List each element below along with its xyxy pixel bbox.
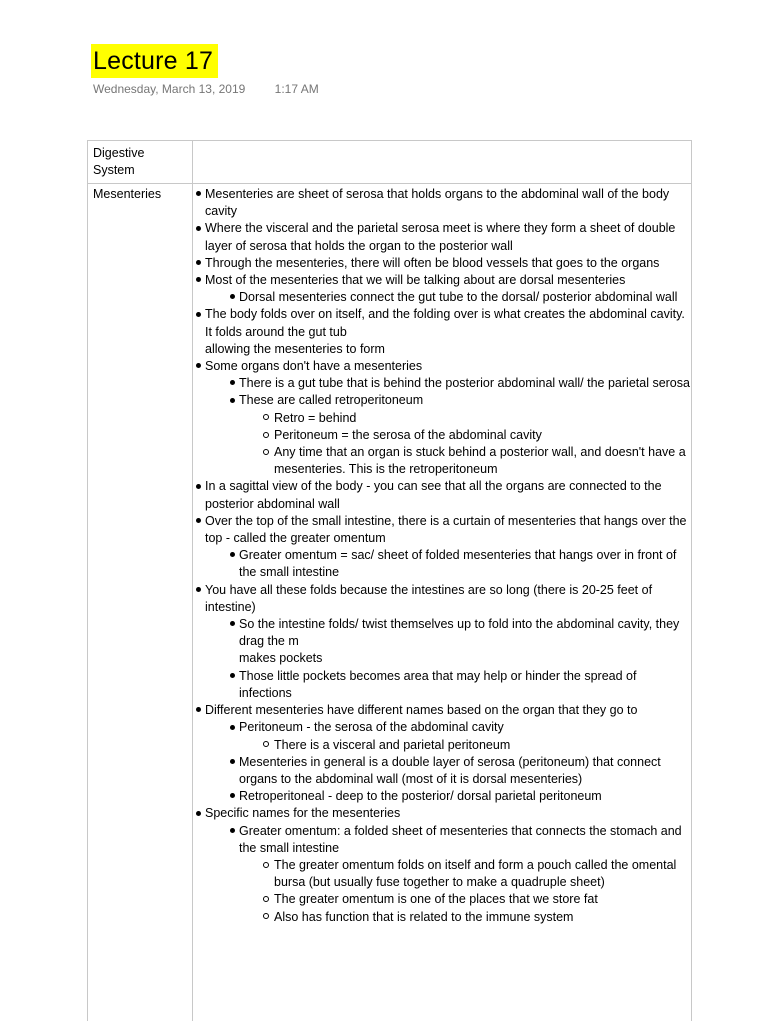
bullet-icon	[230, 823, 239, 840]
note-text: Dorsal mesenteries connect the gut tube to the dorsal/ posterior abdominal wall	[239, 290, 678, 305]
note-text: Where the visceral and the parietal serosa meet is where they form a sheet of double layer of serosa that holds the organ to the posterior wall	[205, 221, 676, 253]
bullet-icon	[230, 719, 239, 736]
bullet-icon	[196, 186, 205, 203]
note-item-level-2	[196, 375, 691, 392]
note-text: There is a visceral and parietal peritoneum	[274, 737, 511, 752]
note-item-level-2	[196, 616, 691, 668]
note-item-level-3	[196, 857, 691, 891]
header-cell-label: Digestive System	[93, 146, 145, 178]
note-item-level-3	[196, 891, 691, 908]
note-text: Retro = behind	[274, 410, 357, 425]
note-item-level-2	[196, 754, 691, 788]
hollow-bullet-icon	[263, 410, 272, 427]
section-cell-label: Mesenteries	[93, 187, 162, 201]
bullet-icon	[196, 358, 205, 375]
note-item-level-1	[196, 478, 691, 512]
bullet-icon	[196, 513, 205, 530]
note-item-level-2	[196, 719, 691, 736]
bullet-icon	[230, 616, 239, 633]
note-text: Those little pockets becomes area that may help or hinder the spread of infections	[239, 668, 637, 700]
note-item-level-2	[196, 823, 691, 857]
note-text: In a sagittal view of the body - you can see that all the organs are connected to the posterior abdominal wall	[205, 479, 662, 511]
hollow-bullet-icon	[263, 891, 272, 908]
page-date: Wednesday, March 13, 2019	[93, 82, 246, 96]
note-item-level-2	[196, 788, 691, 805]
note-item-level-1	[196, 513, 691, 547]
note-item-level-1	[196, 255, 691, 272]
bullet-icon	[196, 272, 205, 289]
note-text: So the intestine folds/ twist themselves up to fold into the abdominal cavity, they drag the m	[239, 617, 680, 649]
note-item-level-1	[196, 582, 691, 616]
note-text: Over the top of the small intestine, there is a curtain of mesenteries that hangs over the top - called the greater omentum	[205, 513, 687, 546]
notes-table	[87, 140, 692, 1021]
bullet-icon	[230, 375, 239, 392]
note-text: Mesenteries are sheet of serosa that holds organs to the abdominal wall of the body cavity	[205, 187, 670, 219]
bullet-icon	[196, 306, 205, 323]
note-item-level-1	[196, 702, 691, 719]
note-text: The greater omentum folds on itself and form a pouch called the omental bursa (but usually fuse together to make a quadruple sheet)	[274, 857, 677, 890]
note-text: Mesenteries in general is a double layer of serosa (peritoneum) that connect organs to the abdominal wall (most of it is dorsal mesenteries)	[239, 754, 661, 786]
note-item-level-2	[196, 289, 691, 306]
note-text: There is a gut tube that is behind the posterior abdominal wall/ the parietal serosa	[239, 376, 690, 391]
hollow-bullet-icon	[263, 444, 272, 461]
note-text-continuation: allowing the mesenteries to form	[205, 341, 385, 356]
note-text: You have all these folds because the intestines are so long (there is 20-25 feet of intestine)	[205, 582, 653, 614]
note-item-level-1	[196, 220, 691, 254]
note-text: Specific names for the mesenteries	[205, 806, 401, 821]
note-item-level-3	[196, 737, 691, 754]
notes-content	[196, 186, 691, 926]
note-text: Some organs don't have a mesenteries	[205, 359, 423, 374]
bullet-icon	[230, 289, 239, 306]
note-item-level-3	[196, 444, 691, 478]
note-item-level-2	[196, 668, 691, 702]
page-time: 1:17 AM	[274, 82, 319, 96]
note-item-level-1	[196, 186, 691, 220]
note-item-level-3	[196, 909, 691, 926]
note-item-level-3	[196, 427, 691, 444]
bullet-icon	[196, 582, 205, 599]
column-divider	[192, 141, 193, 1021]
bullet-icon	[230, 392, 239, 409]
note-item-level-1	[196, 805, 691, 822]
title-container	[91, 44, 218, 78]
hollow-bullet-icon	[263, 857, 272, 874]
note-item-level-2	[196, 392, 691, 409]
note-text-continuation: makes pockets	[239, 651, 323, 666]
note-text: Retroperitoneal - deep to the posterior/ dorsal parietal peritoneum	[239, 789, 602, 804]
bullet-icon	[196, 805, 205, 822]
note-text: The greater omentum is one of the places that we store fat	[274, 892, 598, 907]
note-text: Any time that an organ is stuck behind a posterior wall, and doesn't have a mesenteries. This is the retroperitoneum	[274, 445, 686, 477]
hollow-bullet-icon	[263, 427, 272, 444]
note-text: Most of the mesenteries that we will be talking about are dorsal mesenteries	[205, 273, 626, 288]
note-item-level-1	[196, 272, 691, 289]
note-item-level-1	[196, 306, 691, 358]
note-text: These are called retroperitoneum	[239, 393, 424, 408]
page-metadata	[93, 82, 319, 96]
note-text: Greater omentum = sac/ sheet of folded mesenteries that hangs over in front of the small intestine	[239, 548, 677, 580]
page-title: Lecture 17	[91, 44, 218, 78]
note-text: Also has function that is related to the immune system	[274, 909, 574, 924]
bullet-icon	[230, 668, 239, 685]
bullet-icon	[230, 754, 239, 771]
note-text: Peritoneum = the serosa of the abdominal cavity	[274, 427, 542, 442]
bullet-icon	[196, 702, 205, 719]
bullet-icon	[196, 478, 205, 495]
hollow-bullet-icon	[263, 909, 272, 926]
bullet-icon	[230, 547, 239, 564]
note-text: Peritoneum - the serosa of the abdominal cavity	[239, 720, 504, 735]
bullet-icon	[196, 220, 205, 237]
bullet-icon	[196, 255, 205, 272]
note-text: Greater omentum: a folded sheet of mesenteries that connects the stomach and the small intestine	[239, 823, 682, 855]
note-text: The body folds over on itself, and the folding over is what creates the abdominal cavity. It folds around the gut tub	[205, 307, 685, 339]
note-text: Through the mesenteries, there will often be blood vessels that goes to the organs	[205, 255, 660, 270]
note-text: Different mesenteries have different names based on the organ that they go to	[205, 703, 638, 718]
note-item-level-3	[196, 410, 691, 427]
hollow-bullet-icon	[263, 737, 272, 754]
bullet-icon	[230, 788, 239, 805]
note-item-level-1	[196, 358, 691, 375]
note-item-level-2	[196, 547, 691, 581]
